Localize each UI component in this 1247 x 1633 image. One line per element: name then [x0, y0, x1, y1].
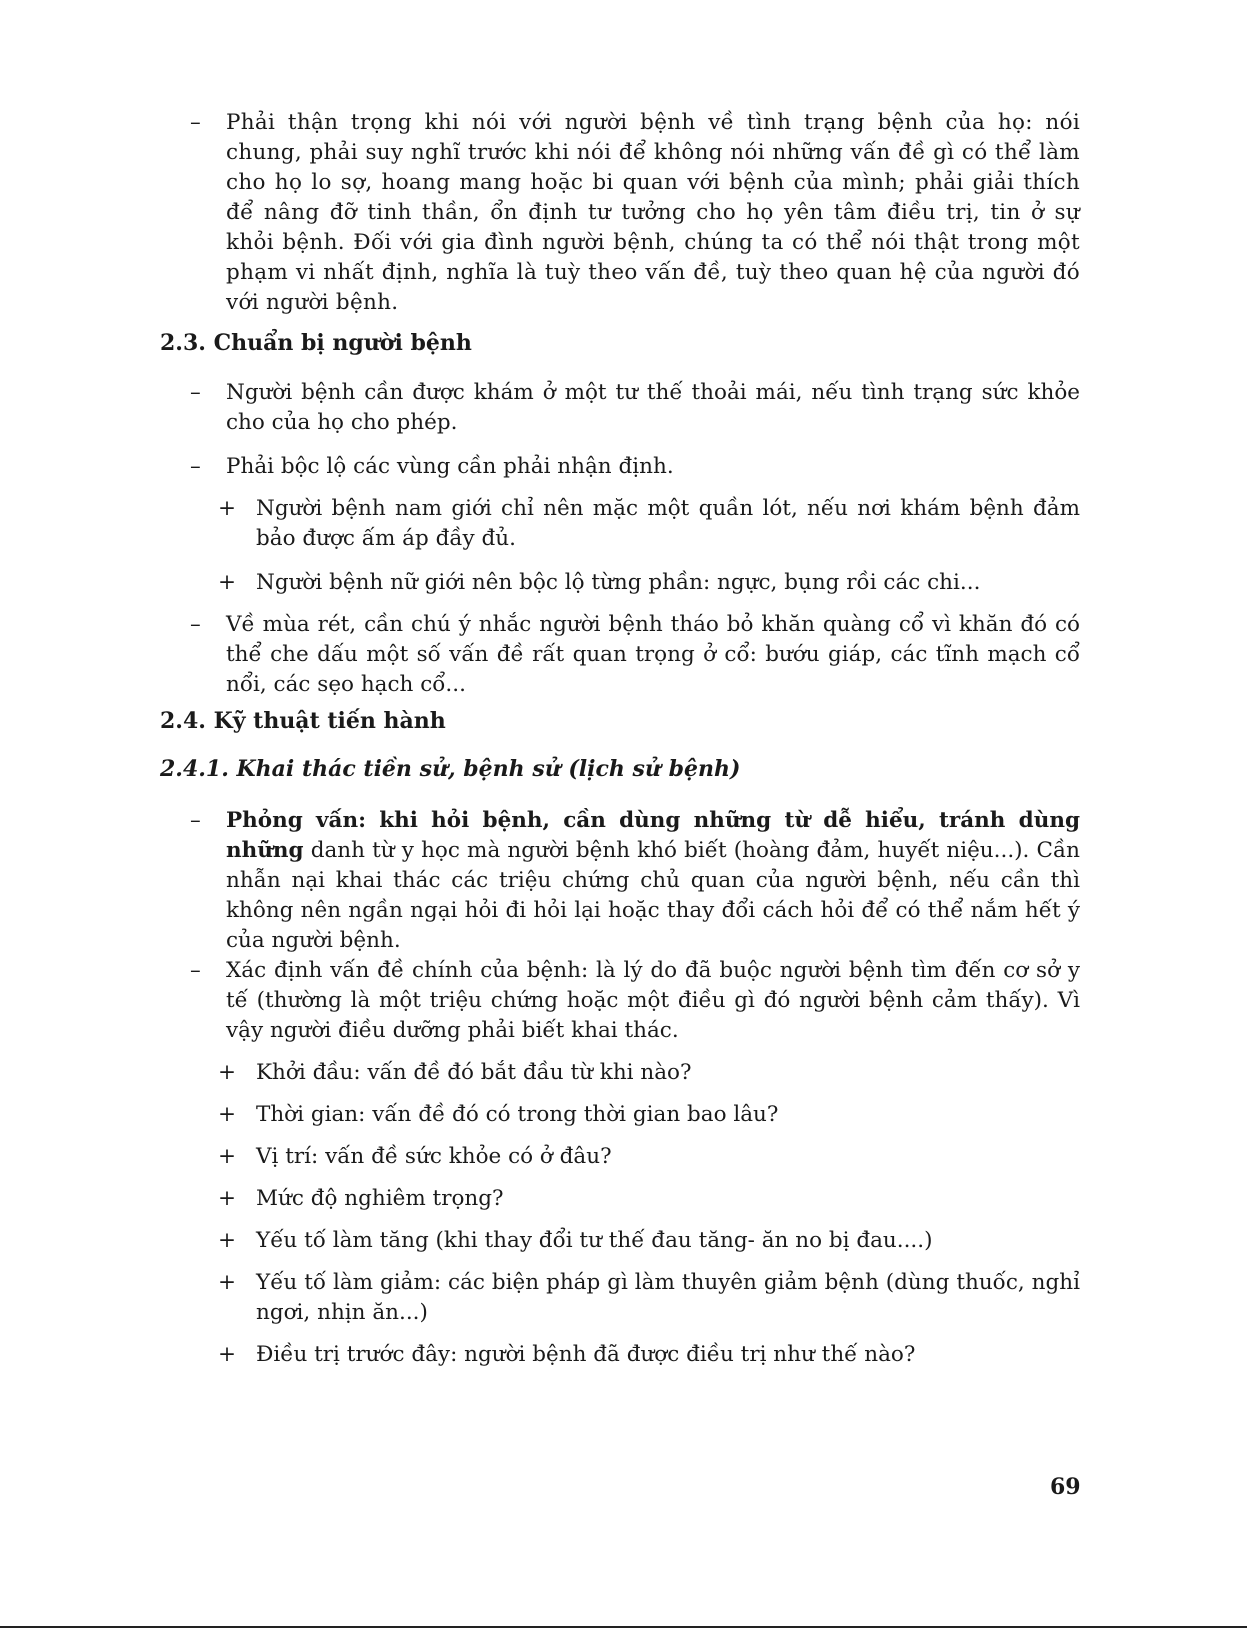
dash-marker: –: [190, 958, 201, 983]
sub-item-text: Điều trị trước đây: người bệnh đã được điều trị như thế nào?: [256, 1342, 916, 1367]
sub-item-text: Thời gian: vấn đề đó có trong thời gian bao lâu?: [256, 1102, 779, 1127]
sub-item-text: Yếu tố làm giảm: các biện pháp gì làm thuyên giảm bệnh (dùng thuốc, nghỉ ngơi, nhịn ăn...): [256, 1270, 1080, 1325]
sub-item-text: Người bệnh nam giới chỉ nên mặc một quần lót, nếu nơi khám bệnh đảm bảo được ấm áp đầy đủ.: [256, 496, 1080, 551]
sub-item-text: Người bệnh nữ giới nên bộc lộ từng phần: ngực, bụng rồi các chi...: [256, 570, 981, 595]
interview-lead-bold: Phỏng vấn: khi hỏi bệnh, cần dùng những từ dễ hiểu, tránh dùng những: [226, 808, 1080, 863]
plus-marker: +: [218, 570, 237, 595]
list-item-text: Về mùa rét, cần chú ý nhắc người bệnh tháo bỏ khăn quàng cổ vì khăn đó có thể che dấu một số vấn đề rất quan trọng ở cổ: bướu giáp, các tĩnh mạch cổ nổi, các sẹo hạch cổ...: [226, 612, 1080, 697]
plus-marker: +: [218, 1186, 237, 1211]
section-heading-2-3: 2.3. Chuẩn bị người bệnh: [160, 330, 472, 356]
dash-marker: –: [190, 612, 201, 637]
subsection-heading-2-4-1: 2.4.1. Khai thác tiền sử, bệnh sử (lịch sử bệnh): [160, 756, 741, 782]
dash-marker: –: [190, 110, 201, 135]
plus-marker: +: [218, 1342, 237, 1367]
plus-marker: +: [218, 1102, 237, 1127]
plus-marker: +: [218, 496, 237, 521]
scan-edge-rule: [0, 1626, 1247, 1628]
sub-item-text: Khởi đầu: vấn đề đó bắt đầu từ khi nào?: [256, 1060, 692, 1085]
sub-item-text: Yếu tố làm tăng (khi thay đổi tư thế đau tăng- ăn no bị đau....): [256, 1228, 933, 1253]
plus-marker: +: [218, 1270, 237, 1295]
interview-rest: danh từ y học mà người bệnh khó biết (hoàng đảm, huyết niệu...). Cần nhẫn nại khai thác các triệu chứng chủ quan của người bệnh, nếu cần thì không nên ngần ngại hỏi đi hỏi lại hoặc thay đổi cách hỏi để có thể nắm hết ý của người bệnh.: [226, 838, 1080, 953]
list-item-text: Phải bộc lộ các vùng cần phải nhận định.: [226, 454, 674, 479]
page-number: 69: [1050, 1474, 1081, 1500]
interview-paragraph: [226, 806, 1080, 956]
list-item-text: Xác định vấn đề chính của bệnh: là lý do đã buộc người bệnh tìm đến cơ sở y tế (thường là một triệu chứng hoặc một điều gì đó người bệnh cảm thấy). Vì vậy người điều dưỡng phải biết khai thác.: [226, 958, 1080, 1043]
plus-marker: +: [218, 1228, 237, 1253]
plus-marker: +: [218, 1144, 237, 1169]
dash-marker: –: [190, 454, 201, 479]
plus-marker: +: [218, 1060, 237, 1085]
list-item-text: Người bệnh cần được khám ở một tư thế thoải mái, nếu tình trạng sức khỏe cho của họ cho phép.: [226, 380, 1080, 435]
dash-marker: –: [190, 380, 201, 405]
intro-paragraph: Phải thận trọng khi nói với người bệnh về tình trạng bệnh của họ: nói chung, phải suy nghĩ trước khi nói để không nói những vấn đề gì có thể làm cho họ lo sợ, hoang mang hoặc bi quan với bệnh của mình; phải giải thích để nâng đỡ tinh thần, ổn định tư tưởng cho họ yên tâm điều trị, tin ở sự khỏi bệnh. Đối với gia đình người bệnh, chúng ta có thể nói thật trong một phạm vi nhất định, nghĩa là tuỳ theo vấn đề, tuỳ theo quan hệ của người đó với người bệnh.: [226, 110, 1080, 315]
dash-marker: –: [190, 808, 201, 833]
sub-item-text: Vị trí: vấn đề sức khỏe có ở đâu?: [256, 1144, 612, 1169]
section-heading-2-4: 2.4. Kỹ thuật tiến hành: [160, 708, 446, 734]
sub-item-text: Mức độ nghiêm trọng?: [256, 1186, 504, 1211]
